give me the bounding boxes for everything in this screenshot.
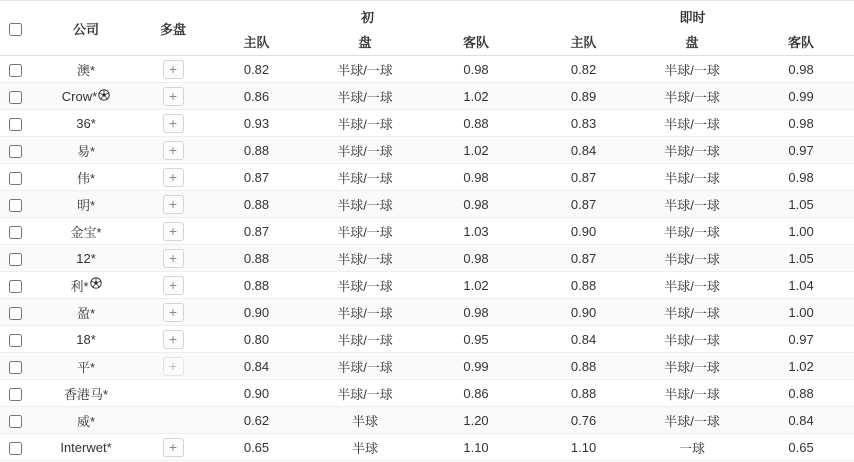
table-row — [0, 83, 854, 110]
table-header — [0, 1, 854, 56]
initial-away-header: 客队 — [421, 28, 531, 56]
multi-handicap-cell — [142, 56, 204, 83]
company-name: 香港马* — [63, 386, 109, 402]
row-checkbox[interactable] — [9, 388, 22, 401]
row-checkbox-cell — [0, 164, 30, 191]
live-away-odds: 1.02 — [788, 358, 814, 374]
initial-away-odds: 0.98 — [463, 304, 489, 320]
company-name: 利* — [70, 278, 89, 294]
initial-home-odds: 0.84 — [243, 358, 270, 374]
company-cell — [30, 164, 142, 191]
row-checkbox[interactable] — [9, 361, 22, 374]
row-checkbox[interactable] — [9, 199, 22, 212]
live-home-odds: 0.76 — [570, 412, 597, 428]
row-checkbox[interactable] — [9, 253, 22, 266]
initial-home-odds: 0.88 — [243, 250, 270, 266]
table-row — [0, 245, 854, 272]
multi-handicap-cell — [142, 191, 204, 218]
initial-home-odds: 0.88 — [243, 142, 270, 158]
row-checkbox-cell — [0, 110, 30, 137]
live-handicap: 半球/一球 — [664, 251, 720, 267]
expand-plus-button[interactable]: + — [163, 60, 184, 79]
initial-away-odds: 0.98 — [463, 61, 489, 77]
live-handicap: 半球/一球 — [664, 89, 720, 105]
row-checkbox[interactable] — [9, 64, 22, 77]
initial-handicap: 半球 — [351, 413, 378, 429]
live-away-odds: 0.65 — [788, 439, 814, 455]
live-away-odds: 1.05 — [788, 196, 814, 212]
table-row — [0, 137, 854, 164]
initial-handicap-header: 盘 — [309, 28, 421, 56]
expand-plus-button[interactable]: + — [163, 222, 184, 241]
table-row — [0, 272, 854, 299]
live-home-odds: 0.90 — [570, 304, 597, 320]
company-cell — [30, 137, 142, 164]
expand-plus-button[interactable]: + — [163, 195, 184, 214]
live-home-odds: 0.84 — [570, 142, 597, 158]
live-handicap: 半球/一球 — [664, 62, 720, 78]
expand-plus-button[interactable]: + — [163, 276, 184, 295]
multi-handicap-column-header: 多盘 — [142, 1, 204, 56]
soccer-ball-icon — [90, 277, 102, 292]
row-checkbox[interactable] — [9, 307, 22, 320]
table-row — [0, 434, 854, 461]
row-checkbox-cell — [0, 245, 30, 272]
live-home-odds: 1.10 — [570, 439, 597, 455]
live-home-odds: 0.88 — [570, 358, 597, 374]
initial-away-odds: 0.99 — [463, 358, 489, 374]
initial-handicap: 半球/一球 — [337, 332, 393, 348]
live-home-odds: 0.88 — [570, 385, 597, 401]
initial-handicap: 半球/一球 — [337, 116, 393, 132]
live-away-odds: 0.84 — [788, 412, 814, 428]
company-name: 盈* — [76, 305, 96, 321]
initial-handicap: 半球/一球 — [337, 251, 393, 267]
multi-handicap-cell — [142, 272, 204, 299]
live-handicap: 一球 — [679, 440, 706, 456]
row-checkbox-cell — [0, 407, 30, 434]
initial-home-odds: 0.90 — [243, 385, 270, 401]
row-checkbox-cell — [0, 434, 30, 461]
initial-away-odds: 1.02 — [463, 277, 489, 293]
live-away-odds: 0.98 — [788, 61, 814, 77]
initial-home-header: 主队 — [204, 28, 309, 56]
expand-plus-button[interactable]: + — [163, 330, 184, 349]
initial-home-odds: 0.87 — [243, 223, 270, 239]
initial-handicap: 半球/一球 — [337, 170, 393, 186]
live-away-odds: 0.97 — [788, 331, 814, 347]
table-row — [0, 380, 854, 407]
company-cell — [30, 110, 142, 137]
initial-home-odds: 0.88 — [243, 196, 270, 212]
table-row — [0, 218, 854, 245]
company-cell — [30, 407, 142, 434]
multi-handicap-cell — [142, 218, 204, 245]
company-name: Interwet* — [60, 440, 112, 456]
initial-away-odds: 0.88 — [463, 115, 489, 131]
live-home-odds: 0.90 — [570, 223, 597, 239]
row-checkbox[interactable] — [9, 334, 22, 347]
company-name: 平* — [76, 359, 96, 375]
company-cell — [30, 56, 142, 83]
expand-plus-button[interactable]: + — [163, 168, 184, 187]
initial-away-odds: 1.20 — [463, 412, 489, 428]
company-cell — [30, 434, 142, 461]
row-checkbox[interactable] — [9, 415, 22, 428]
live-handicap: 半球/一球 — [664, 278, 720, 294]
expand-plus-button[interactable]: + — [163, 87, 184, 106]
company-name: 易* — [76, 143, 96, 159]
live-away-odds: 0.98 — [788, 169, 814, 185]
live-away-odds: 0.88 — [788, 385, 814, 401]
multi-handicap-cell — [142, 380, 204, 407]
row-checkbox[interactable] — [9, 145, 22, 158]
row-checkbox-cell — [0, 56, 30, 83]
live-home-odds: 0.87 — [570, 250, 597, 266]
company-cell — [30, 272, 142, 299]
live-away-odds: 1.05 — [788, 250, 814, 266]
initial-away-odds: 0.86 — [463, 385, 489, 401]
live-handicap: 半球/一球 — [664, 224, 720, 240]
initial-away-odds: 1.02 — [463, 142, 489, 158]
row-checkbox[interactable] — [9, 118, 22, 131]
odds-table-body — [0, 56, 854, 461]
live-handicap: 半球/一球 — [664, 143, 720, 159]
row-checkbox[interactable] — [9, 226, 22, 239]
table-row — [0, 299, 854, 326]
live-away-odds: 0.98 — [788, 115, 814, 131]
table-row — [0, 191, 854, 218]
company-name: Crow* — [61, 89, 98, 105]
live-handicap: 半球/一球 — [664, 197, 720, 213]
company-name: 威* — [76, 413, 96, 429]
company-name: 伟* — [76, 170, 96, 186]
live-home-odds: 0.87 — [570, 169, 597, 185]
initial-home-odds: 0.65 — [243, 439, 270, 455]
live-handicap: 半球/一球 — [664, 170, 720, 186]
row-checkbox-cell — [0, 83, 30, 110]
multi-handicap-cell — [142, 353, 204, 380]
company-cell — [30, 83, 142, 110]
initial-handicap: 半球/一球 — [337, 62, 393, 78]
company-cell — [30, 353, 142, 380]
company-cell — [30, 218, 142, 245]
live-away-odds: 1.04 — [788, 277, 814, 293]
row-checkbox-cell — [0, 137, 30, 164]
select-all-header-cell — [0, 1, 30, 56]
expand-plus-button[interactable]: + — [163, 303, 184, 322]
initial-home-odds: 0.93 — [243, 115, 270, 131]
live-away-odds: 0.99 — [788, 88, 814, 104]
company-cell — [30, 191, 142, 218]
company-name: 澳* — [76, 62, 96, 78]
company-name: 36* — [76, 116, 96, 132]
row-checkbox-cell — [0, 272, 30, 299]
live-home-odds: 0.84 — [570, 331, 597, 347]
multi-handicap-cell — [142, 164, 204, 191]
live-home-odds: 0.87 — [570, 196, 597, 212]
live-away-header: 客队 — [748, 28, 854, 56]
company-name: 明* — [76, 197, 96, 213]
live-handicap: 半球/一球 — [664, 386, 720, 402]
initial-handicap: 半球/一球 — [337, 278, 393, 294]
live-home-odds: 0.89 — [570, 88, 597, 104]
live-handicap: 半球/一球 — [664, 413, 720, 429]
live-away-odds: 1.00 — [788, 304, 814, 320]
initial-away-odds: 1.10 — [463, 439, 489, 455]
table-row — [0, 326, 854, 353]
live-home-odds: 0.83 — [570, 115, 597, 131]
row-checkbox-cell — [0, 299, 30, 326]
initial-handicap: 半球/一球 — [337, 359, 393, 375]
multi-handicap-cell — [142, 407, 204, 434]
initial-home-odds: 0.87 — [243, 169, 270, 185]
live-handicap-header: 盘 — [636, 28, 748, 56]
multi-handicap-cell — [142, 83, 204, 110]
live-away-odds: 0.97 — [788, 142, 814, 158]
expand-plus-button[interactable]: + — [163, 249, 184, 268]
initial-home-odds: 0.86 — [243, 88, 270, 104]
row-checkbox[interactable] — [9, 91, 22, 104]
initial-odds-group-header: 初 — [204, 1, 531, 29]
initial-away-odds: 1.02 — [463, 88, 489, 104]
live-handicap: 半球/一球 — [664, 116, 720, 132]
company-name: 12* — [76, 251, 96, 267]
initial-handicap: 半球/一球 — [337, 143, 393, 159]
live-handicap: 半球/一球 — [664, 305, 720, 321]
initial-handicap: 半球/一球 — [337, 305, 393, 321]
company-cell — [30, 326, 142, 353]
live-away-odds: 1.00 — [788, 223, 814, 239]
live-handicap: 半球/一球 — [664, 332, 720, 348]
live-home-header: 主队 — [531, 28, 636, 56]
initial-handicap: 半球/一球 — [337, 89, 393, 105]
row-checkbox-cell — [0, 380, 30, 407]
multi-handicap-cell — [142, 299, 204, 326]
row-checkbox[interactable] — [9, 172, 22, 185]
soccer-ball-icon — [98, 89, 110, 104]
row-checkbox-cell — [0, 218, 30, 245]
live-odds-group-header: 即时 — [531, 1, 854, 29]
live-handicap: 半球/一球 — [664, 359, 720, 375]
company-column-header: 公司 — [30, 1, 142, 56]
company-cell — [30, 299, 142, 326]
table-row — [0, 164, 854, 191]
live-home-odds: 0.88 — [570, 277, 597, 293]
multi-handicap-cell — [142, 326, 204, 353]
initial-away-odds: 1.03 — [463, 223, 489, 239]
initial-away-odds: 0.98 — [463, 250, 489, 266]
company-name: 18* — [76, 332, 96, 348]
multi-handicap-cell — [142, 434, 204, 461]
initial-home-odds: 0.62 — [243, 412, 270, 428]
expand-plus-button[interactable]: + — [163, 141, 184, 160]
initial-handicap: 半球/一球 — [337, 197, 393, 213]
table-row — [0, 353, 854, 380]
expand-plus-button[interactable]: + — [163, 357, 184, 376]
row-checkbox-cell — [0, 191, 30, 218]
row-checkbox-cell — [0, 353, 30, 380]
initial-home-odds: 0.90 — [243, 304, 270, 320]
initial-away-odds: 0.98 — [463, 169, 489, 185]
select-all-checkbox[interactable] — [9, 23, 22, 36]
live-home-odds: 0.82 — [570, 61, 597, 77]
initial-away-odds: 0.95 — [463, 331, 489, 347]
initial-home-odds: 0.88 — [243, 277, 270, 293]
company-cell — [30, 380, 142, 407]
table-row — [0, 110, 854, 137]
initial-home-odds: 0.80 — [243, 331, 270, 347]
multi-handicap-cell — [142, 110, 204, 137]
row-checkbox[interactable] — [9, 280, 22, 293]
table-row — [0, 56, 854, 83]
table-row — [0, 407, 854, 434]
initial-home-odds: 0.82 — [243, 61, 270, 77]
company-name: 金宝* — [70, 224, 102, 240]
initial-handicap: 半球 — [351, 440, 378, 456]
initial-away-odds: 0.98 — [463, 196, 489, 212]
row-checkbox[interactable] — [9, 442, 22, 455]
expand-plus-button[interactable]: + — [163, 114, 184, 133]
company-cell — [30, 245, 142, 272]
multi-handicap-cell — [142, 245, 204, 272]
initial-handicap: 半球/一球 — [337, 386, 393, 402]
initial-handicap: 半球/一球 — [337, 224, 393, 240]
multi-handicap-cell — [142, 137, 204, 164]
expand-plus-button[interactable]: + — [163, 438, 184, 457]
row-checkbox-cell — [0, 326, 30, 353]
